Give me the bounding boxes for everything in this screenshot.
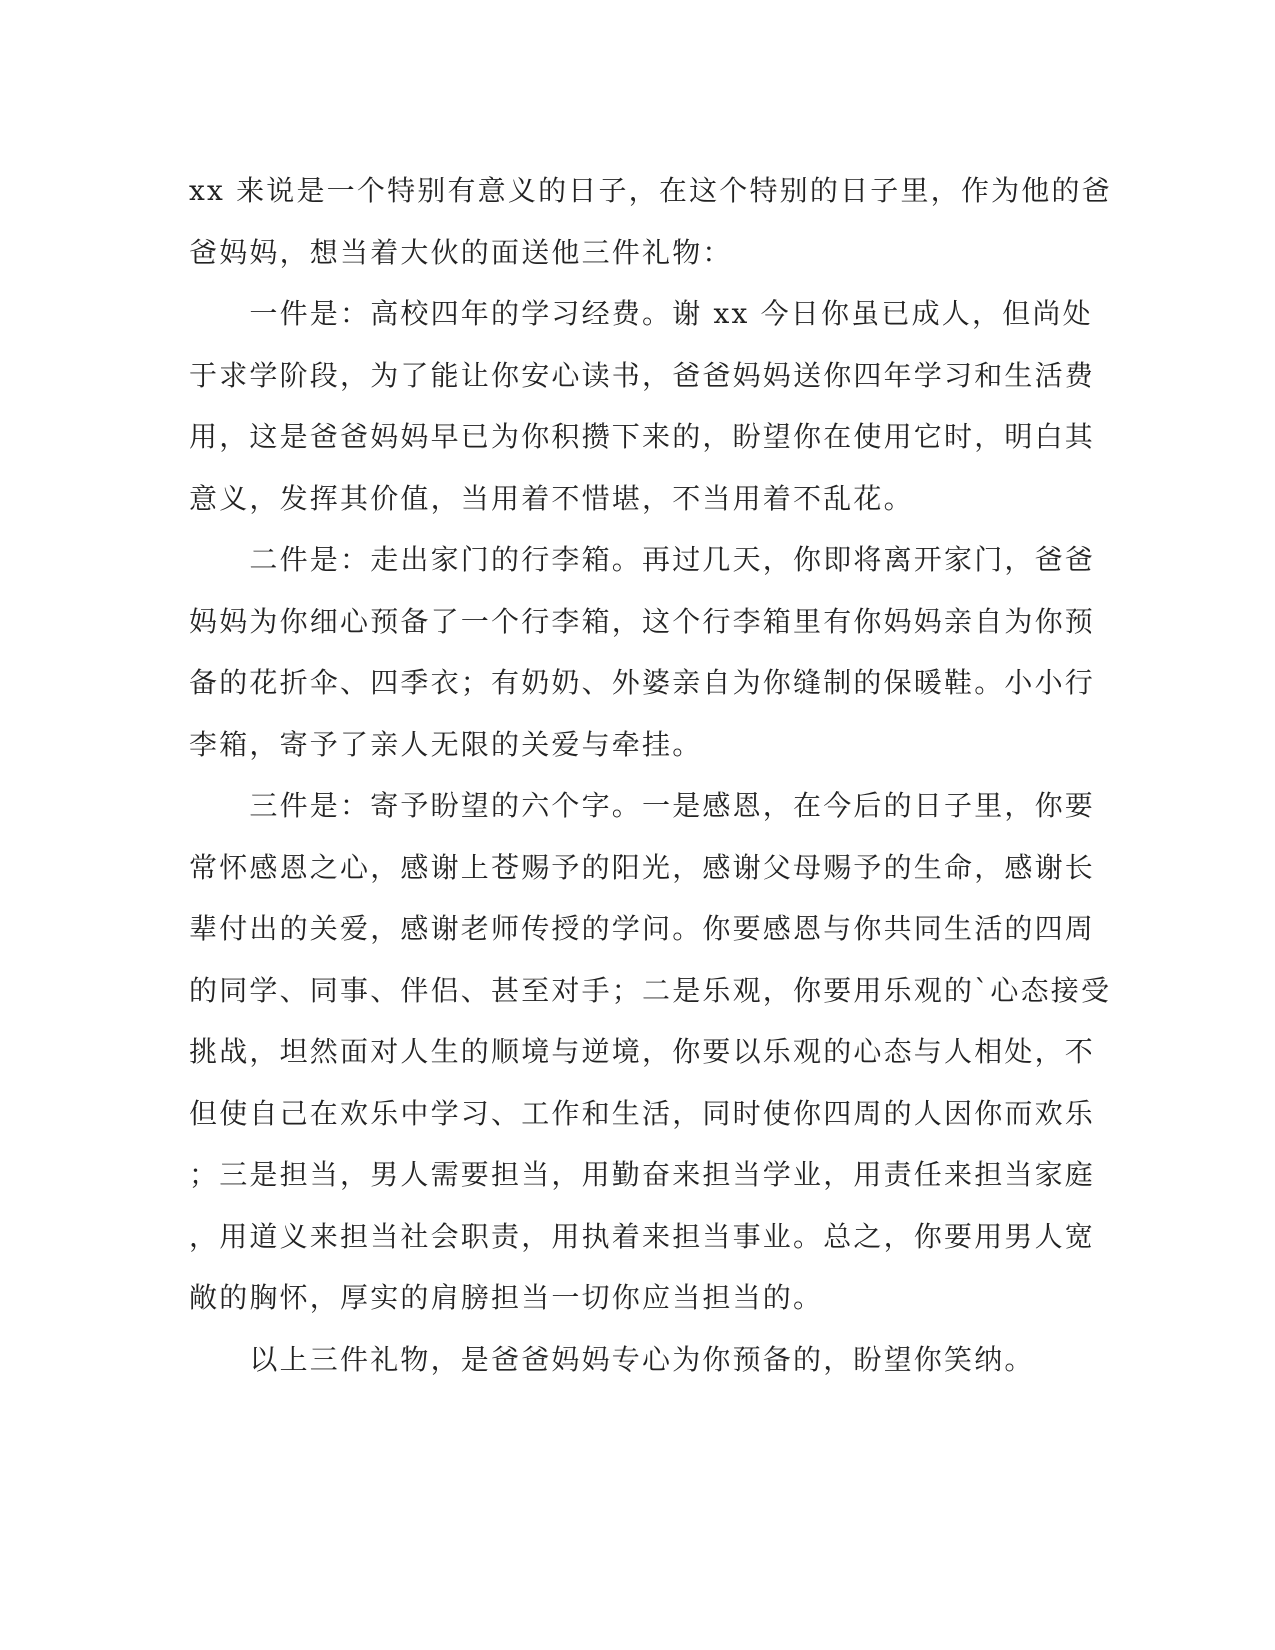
text-line-14: 的同学、同事、伴侣、甚至对手；二是乐观，你要用乐观的`心态接受	[189, 973, 1112, 1007]
text-line-20: 以上三件礼物，是爸爸妈妈专心为你预备的，盼望你笑纳。	[189, 1342, 1035, 1376]
text-line-2: 爸妈妈，想当着大伙的面送他三件礼物：	[189, 235, 733, 269]
text-line-4: 于求学阶段，为了能让你安心读书，爸爸妈妈送你四年学习和生活费	[189, 358, 1096, 392]
text-line-16: 但使自己在欢乐中学习、工作和生活，同时使你四周的人因你而欢乐	[189, 1096, 1096, 1130]
text-line-10: 李箱，寄予了亲人无限的关爱与牵挂。	[189, 727, 703, 761]
text-line-6: 意义，发挥其价值，当用着不惜堪，不当用着不乱花。	[189, 481, 914, 515]
text-line-5: 用，这是爸爸妈妈早已为你积攒下来的，盼望你在使用它时，明白其	[189, 420, 1096, 453]
text-line-7: 二件是：走出家门的行李箱。再过几天，你即将离开家门，爸爸	[189, 543, 1096, 576]
text-line-11: 三件是：寄予盼望的六个字。一是感恩，在今后的日子里，你要	[189, 789, 1096, 822]
text-line-15: 挑战，坦然面对人生的顺境与逆境，你要以乐观的心态与人相处，不	[189, 1035, 1096, 1068]
text-line-18: ，用道义来担当社会职责，用执着来担当事业。总之，你要用男人宽	[189, 1219, 1096, 1253]
text-line-1: xx 来说是一个特别有意义的日子，在这个特别的日子里，作为他的爸	[189, 174, 1112, 207]
text-line-19: 敞的胸怀，厚实的肩膀担当一切你应当担当的。	[189, 1281, 824, 1314]
text-line-9: 备的花折伞、四季衣；有奶奶、外婆亲自为你缝制的保暖鞋。小小行	[189, 666, 1096, 699]
text-line-12: 常怀感恩之心，感谢上苍赐予的阳光，感谢父母赐予的生命，感谢长	[189, 850, 1096, 884]
text-line-8: 妈妈为你细心预备了一个行李箱，这个行李箱里有你妈妈亲自为你预	[189, 604, 1096, 638]
text-line-17: ；三是担当，男人需要担当，用勤奋来担当学业，用责任来担当家庭	[189, 1158, 1096, 1191]
text-line-3: 一件是：高校四年的学习经费。谢 xx 今日你虽已成人，但尚处	[189, 297, 1093, 330]
text-line-13: 辈付出的关爱，感谢老师传授的学问。你要感恩与你共同生活的四周	[189, 912, 1096, 945]
document-body	[189, 160, 1112, 1390]
